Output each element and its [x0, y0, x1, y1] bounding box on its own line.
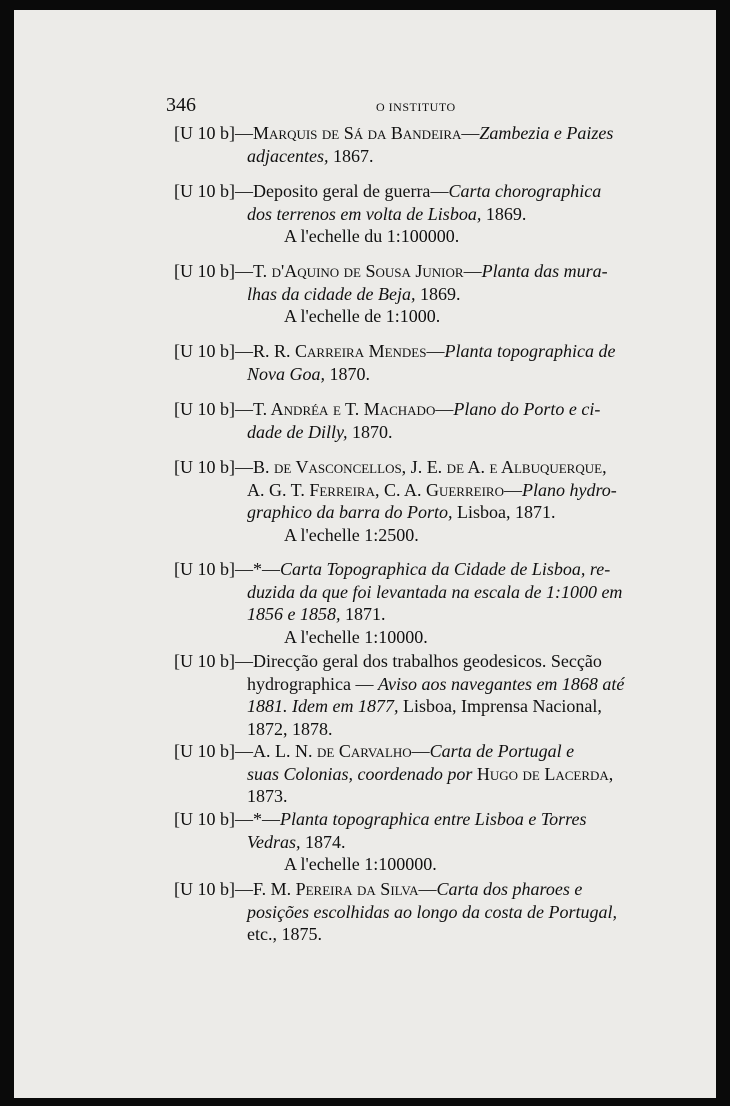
- entry-title: posições escolhidas ao longo da costa de Portugal,: [247, 901, 617, 922]
- entry-scale: A l'echelle 1:100000.: [284, 854, 437, 874]
- entry-title: dade de Dilly,: [247, 421, 348, 442]
- entry-date: Lisboa, Imprensa Nacional,: [402, 696, 602, 716]
- entry-title: dos terrenos em volta de Lisboa,: [247, 203, 482, 224]
- entry-date: Lisboa, 1871.: [457, 502, 556, 522]
- entry-reference: [U 10 b]: [174, 809, 235, 829]
- entry-scale: A l'echelle 1:10000.: [284, 626, 428, 647]
- entry-title: adjacentes,: [247, 145, 329, 166]
- entry-title: Planta topographica de: [444, 341, 616, 361]
- entry-scale: A l'echelle du 1:100000.: [284, 226, 460, 246]
- entry-author: Deposito geral de guerra: [253, 181, 431, 201]
- entry-title: Nova Goa,: [247, 363, 325, 384]
- entry-date: 1870.: [329, 363, 370, 384]
- catalog-entry: [U 10 b]—Direcção geral dos trabalhos geodesicos. Secção hydrographica — Aviso aos navegantes em 1868 até 1881. Idem em 1877, Lisboa, Imprensa Nacional, 1872, 1878.: [174, 651, 625, 739]
- entry-title: suas Colonias, coordenado por: [247, 763, 473, 784]
- catalog-entry: [U 10 b]—Marquis de Sá da Bandeira—Zambezia e Paizes adjacentes, 1867.: [174, 123, 614, 166]
- entry-reference: [U 10 b]: [174, 399, 235, 419]
- catalog-entry: [U 10 b]—R. R. Carreira Mendes—Planta topographica de Nova Goa, 1870.: [174, 341, 616, 384]
- entry-author: R. R. Carreira Mendes: [253, 341, 427, 361]
- entry-reference: [U 10 b]: [174, 181, 235, 201]
- entry-date: etc., 1875.: [247, 924, 322, 944]
- entry-author: T. d'Aquino de Sousa Junior: [253, 261, 464, 281]
- catalog-entry: [U 10 b]—T. Andréa e T. Machado—Plano do Porto e ci- dade de Dilly, 1870.: [174, 399, 601, 442]
- catalog-entry: [U 10 b]—B. de Vasconcellos, J. E. de A. e Albuquerque, A. G. T. Ferreira, C. A. Guerreiro—Plano hydro- graphico da barra do Porto, Lisboa, 1871. A l'echelle 1:2500.: [174, 457, 617, 545]
- entry-date: 1867.: [332, 145, 374, 166]
- entry-title: Vedras,: [247, 831, 301, 852]
- entry-title: 1856 e 1858,: [247, 604, 341, 624]
- entry-scale: A l'echelle de 1:1000.: [284, 306, 441, 326]
- entry-title: Carta Topographica da Cidade de Lisboa, re-: [280, 559, 611, 579]
- catalog-entry: [U 10 b]—Deposito geral de guerra—Carta chorographica dos terrenos em volta de Lisboa, 1869. A l'echelle du 1:100000.: [174, 181, 602, 246]
- entry-title: lhas da cidade de Beja,: [247, 283, 416, 304]
- entry-reference: [U 10 b]: [174, 457, 235, 477]
- entry-date: 1870.: [351, 421, 393, 442]
- entry-title: Plano do Porto e ci-: [453, 399, 601, 419]
- entry-scale: A l'echelle 1:2500.: [284, 524, 419, 545]
- entry-author: A. G. T. Ferreira, C. A. Guerreiro: [247, 479, 504, 500]
- entry-title: 1881. Idem em 1877,: [247, 696, 399, 716]
- entry-reference: [U 10 b]: [174, 741, 235, 761]
- entry-author: F. M. Pereira da Silva: [253, 879, 419, 899]
- running-title: O INSTITUTO: [376, 100, 456, 114]
- entry-reference: [U 10 b]: [174, 123, 235, 143]
- entry-author: B. de Vasconcellos, J. E. de A. e Albuquerque,: [253, 457, 607, 477]
- entry-title: Carta dos pharoes e: [436, 879, 583, 899]
- entry-author: hydrographica —: [247, 673, 374, 694]
- entry-author: Marquis de Sá da Bandeira: [253, 123, 462, 143]
- entry-title: Carta chorographica: [448, 181, 602, 201]
- entry-date: 1874.: [305, 831, 346, 852]
- entry-title: graphico da barra do Porto,: [247, 502, 453, 522]
- catalog-entry: [U 10 b]—T. d'Aquino de Sousa Junior—Planta das mura- lhas da cidade de Beja, 1869. A l'echelle de 1:1000.: [174, 261, 608, 326]
- entry-author: T. Andréa e T. Machado: [253, 399, 436, 419]
- entry-title: Plano hydro-: [521, 479, 617, 500]
- entry-author: *: [253, 809, 262, 829]
- entry-title: Zambezia e Paizes: [479, 123, 614, 143]
- entry-title: duzida da que foi levantada na escala de 1:1000 em: [247, 581, 623, 602]
- entry-reference: [U 10 b]: [174, 651, 235, 671]
- catalog-entry: [U 10 b]—A. L. N. de Carvalho—Carta de Portugal e suas Colonias, coordenado por Hugo de Lacerda, 1873.: [174, 741, 614, 806]
- entry-reference: [U 10 b]: [174, 879, 235, 899]
- entry-author: Hugo de Lacerda,: [476, 763, 614, 784]
- entry-date: 1869.: [485, 203, 527, 224]
- page-header: [166, 94, 626, 124]
- entry-date: 1869.: [419, 283, 461, 304]
- entry-reference: [U 10 b]: [174, 261, 235, 281]
- catalog-entry: [U 10 b]—*—Carta Topographica da Cidade de Lisboa, re- duzida da que foi levantada na escala de 1:1000 em 1856 e 1858, 1871. A l'echelle 1:10000.: [174, 559, 623, 647]
- entry-author: A. L. N. de Carvalho: [253, 741, 412, 761]
- entry-title: Planta topographica entre Lisboa e Torres: [280, 809, 587, 829]
- entry-date: 1871.: [345, 604, 386, 624]
- entry-date: 1873.: [247, 786, 288, 806]
- entry-title: Carta de Portugal e: [429, 741, 575, 761]
- entry-title: Planta das mura-: [481, 261, 608, 281]
- entry-author: Direcção geral dos trabalhos geodesicos. Secção: [253, 651, 602, 671]
- entry-title: Aviso aos navegantes em 1868 até: [377, 673, 625, 694]
- catalog-entry: [U 10 b]—*—Planta topographica entre Lisboa e Torres Vedras, 1874. A l'echelle 1:100000.: [174, 809, 587, 874]
- entry-reference: [U 10 b]: [174, 341, 235, 361]
- document-page: [14, 10, 716, 1098]
- entry-author: *: [253, 559, 262, 579]
- entry-date: 1872, 1878.: [247, 718, 333, 739]
- catalog-entry: [U 10 b]—F. M. Pereira da Silva—Carta dos pharoes e posições escolhidas ao longo da costa de Portugal, etc., 1875.: [174, 879, 617, 944]
- page-number: 346: [166, 94, 196, 116]
- entry-reference: [U 10 b]: [174, 559, 235, 579]
